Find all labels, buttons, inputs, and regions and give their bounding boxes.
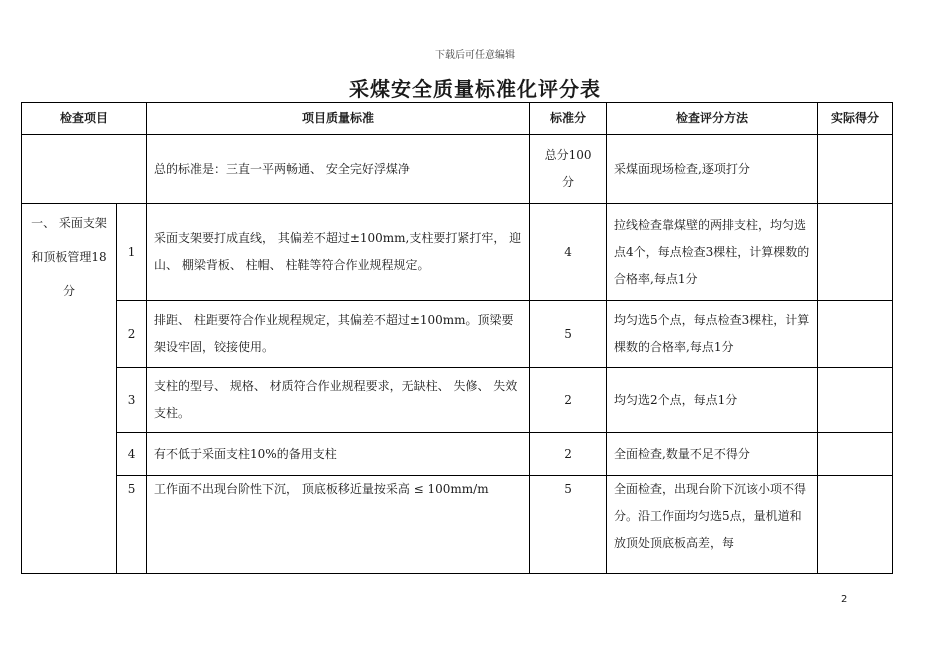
summary-actual: [818, 135, 893, 204]
summary-row: [22, 135, 893, 204]
row-actual: [818, 204, 893, 301]
column-header-method: 检查评分方法: [607, 103, 818, 135]
row-points: 5: [530, 476, 607, 574]
row-method: 均匀选5个点，每点检查3棵柱，计算棵数的合格率,每点1分: [607, 301, 818, 368]
row-actual: [818, 433, 893, 476]
table-row: [22, 433, 893, 476]
row-actual: [818, 476, 893, 574]
row-number: 1: [117, 204, 147, 301]
row-standard: 工作面不出现台阶性下沉， 顶底板移近量按采高 ≤ 100mm/m: [147, 476, 530, 574]
header-note: 下载后可任意编辑: [435, 50, 515, 61]
row-method: 均匀选2个点，每点1分: [607, 368, 818, 433]
column-header-item: 检查项目: [22, 103, 147, 135]
row-number: 2: [117, 301, 147, 368]
score-table: [21, 102, 893, 574]
table-row: [22, 476, 893, 574]
row-number: 4: [117, 433, 147, 476]
table-row: [22, 204, 893, 301]
row-points: 4: [530, 204, 607, 301]
row-number: 3: [117, 368, 147, 433]
column-header-standard: 项目质量标准: [147, 103, 530, 135]
column-header-points: 标准分: [530, 103, 607, 135]
row-standard: 有不低于采面支柱10%的备用支柱: [147, 433, 530, 476]
summary-points: 总分100分: [530, 135, 607, 204]
table-row: [22, 368, 893, 433]
summary-standard: 总的标准是：三直一平两畅通、 安全完好浮煤净: [147, 135, 530, 204]
row-method: 拉线检查靠煤壁的两排支柱，均匀选点4个，每点检查3棵柱，计算棵数的合格率,每点1分: [607, 204, 818, 301]
summary-item-cell: [22, 135, 147, 204]
row-points: 2: [530, 368, 607, 433]
column-header-actual: 实际得分: [818, 103, 893, 135]
row-standard: 支柱的型号、 规格、 材质符合作业规程要求，无缺柱、 失修、 失效支柱。: [147, 368, 530, 433]
row-method: 全面检查,数量不足不得分: [607, 433, 818, 476]
row-standard: 排距、 柱距要符合作业规程规定，其偏差不超过±100mm。顶梁要架设牢固，铰接使用。: [147, 301, 530, 368]
page-title: 采煤安全质量标准化评分表: [349, 77, 601, 101]
category-cell: 一、 采面支架和顶板管理18分: [22, 204, 117, 574]
table-row: [22, 301, 893, 368]
page-number: 2: [841, 594, 848, 605]
summary-method: 采煤面现场检查,逐项打分: [607, 135, 818, 204]
row-method: 全面检查，出现台阶下沉该小项不得分。沿工作面均匀选5点，量机道和放顶处顶底板高差，每: [607, 476, 818, 574]
row-standard: 采面支架要打成直线， 其偏差不超过±100mm,支柱要打紧打牢， 迎山、 棚梁背板、 柱帽、 柱鞋等符合作业规程规定。: [147, 204, 530, 301]
row-actual: [818, 368, 893, 433]
row-number: 5: [117, 476, 147, 574]
row-actual: [818, 301, 893, 368]
row-points: 2: [530, 433, 607, 476]
row-points: 5: [530, 301, 607, 368]
table-header-row: [22, 103, 893, 135]
